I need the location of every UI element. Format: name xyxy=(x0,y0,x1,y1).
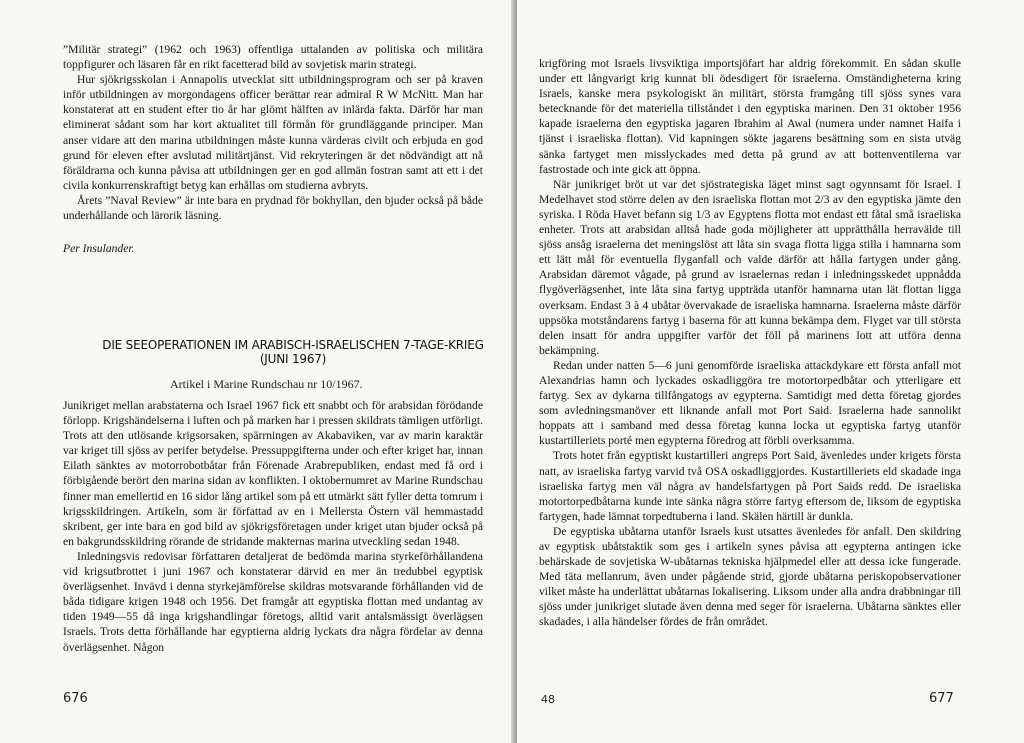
margin-number: 48 xyxy=(541,693,555,706)
article-continuation-column xyxy=(539,56,961,630)
article-paragraph: Redan under natten 5—6 juni genomförde israeliska attackdykare ett första anfall mot Alexandrias hamn och lyckades oskadliggöra tre motortorpedbåtar och ytterligare ett fartyg. Sex av dykarna tillfångatogs av egypterna. Samtidigt med detta företag gjordes som avledningsmanöver ett liknande anfall mot Port Said. Israelerna hade sannolikt hoppats att i samband med dessa företag kunna locka ut egyptiska fartyg utanför kustartilleriets porté men egypterna föredrog att förbli overksamma. xyxy=(539,358,961,448)
page-number-left: 676 xyxy=(63,691,88,706)
article-paragraph: De egyptiska ubåtarna utanför Israels kust utsattes ävenledes för anfall. Den skildring av egyptisk ubåtstaktik som ges i artikeln synes påvisa att egypterna antingen icke behärskade de sovjetiska W-ubåtarnas tekniska hjälpmedel eller att dessa icke fungerade. Med täta mellanrum, även under pågående strid, gjorde ubåtarna periskopobservationer vilket måste ha underlättat ubåtarnas lokalisering. Liksom under alla andra drabbningar till sjöss under junikriget slutade även denna med seger för israelerna. Ubåtarna sänktes eller skadades, i alla händelser fördes de från området. xyxy=(539,524,961,629)
article-source: Artikel i Marine Rundschau nr 10/1967. xyxy=(170,377,363,391)
page-number-right: 677 xyxy=(929,691,954,706)
article-paragraph: Junikriget mellan arabstaterna och Israel 1967 fick ett snabbt och för arabsidan förödande förlopp. Krigshändelserna i luften och på marken har i pressen skildrats tämligen utförligt. Trots att den utlösande krigsorsaken, spärrningen av Akabaviken, var av marin karaktär var kriget till sjöss av perifer betydelse. Pressuppgifterna under och efter kriget har, innan Eilath sänktes av motorrobotbåtar från Förenade Arabrepubliken, endast med få ord i förbigående berört den marina sidan av konflikten. I oktobernumret av Marine Rundschau finner man emellertid en 16 sidor lång artikel som på ett utmärkt sätt fyller detta tomrum i krigsskildringen. Artikeln, som är författad av en i Mellersta Östern väl hemmastadd skribent, ger inte bara en god bild av sjökrigsföretagen under kriget utan bjuder också på en bakgrundsskildring rörande de stridande makternas marina utveckling sedan 1948. xyxy=(63,399,483,548)
author-signature: Per Insulander. xyxy=(63,242,135,256)
article-paragraph: krigföring mot Israels livsviktiga importsjöfart har aldrig förekommit. En sådan skulle under ett långvarigt krig kunnat bli ödesdigert för israelerna. Omständigheterna kring Israels, kanske mera psykologiskt än militärt, största framgång till sjöss synes vara betecknande för det materiella tillståndet i den egyptiska marinen. Den 31 oktober 1956 kapade israelerna den egyptiska jagaren Ibrahim al Awal (numera under namnet Haifa i tjänst i israeliska flottan). Vid kapningen sökte jagarens besättning som en sista utväg sänka fartyget men misslyckades med detta på grund av att bottenventilerna var fastrostade och inte gick att öppna. xyxy=(539,57,961,176)
article-column xyxy=(63,398,483,655)
review-paragraph: Hur sjökrigsskolan i Annapolis utvecklat sitt utbildningsprogram och ser på kraven inför utbildningen av morgondagens officer berättar rear admiral R W McNitt. Man har konstaterat att en student efter tio år har glömt hälften av inlärda fakta. Därför har man eliminerat sådant som har kort aktualitet till förmån för grundläggande principer. Man anser vidare att den marina utbildningen måste kunna värderas civilt och erbjuda en god grund för eleven efter avslutad militärtjänst. Vid rekryteringen är det nödvändigt att nå föräldrarna och kunna påvisa att utbildningen ger en god allmän fostran samt att ett i det civila konkurrenskraftigt betyg kan erhållas om studierna avbryts. xyxy=(63,73,483,192)
right-page xyxy=(517,0,1024,743)
article-heading: DIE SEEOPERATIONEN IM ARABISCH-ISRAELISCHEN 7-TAGE-KRIEG (JUNI 1967) xyxy=(102,338,484,366)
article-paragraph: Inledningsvis redovisar författaren detaljerat de bedömda marina styrkeförhållandena vid krigsutbrottet i juni 1967 och konstaterar därvid en mer än tredubbel egyptisk överlägsenhet. Invävd i denna styrkejämförelse skildras motsvarande förhållanden vid de båda tidigare krigen 1948 och 1956. Det framgår att egyptiska flottan med undantag av tiden 1949—55 då inga krigshandlingar företogs, alltid varit antalsmässigt överlägsen Israels. Trots detta förhållande har egyptierna aldrig lyckats dra några fördelar av denna överlägsenhet. Någon xyxy=(63,549,483,654)
review-column xyxy=(63,42,483,256)
article-paragraph: Trots hotet från egyptiskt kustartilleri angreps Port Said, ävenledes under krigets första natt, av israeliska fartyg varvid två OSA oskadliggjordes. Kustartilleriets eld skadade inga israeliska fartyg men väl några av handelsfartygen på Port Saids redd. De israeliska motortorpedbåtarna kunde inte sänka några större fartyg eftersom de, liksom de egyptiska fartygen, hade lämnat torpedtuberna i land. Skälen härtill är dunkla. xyxy=(539,449,961,523)
article-paragraph: När junikriget bröt ut var det sjöstrategiska läget minst sagt ogynnsamt för Israel. I Medelhavet stod större delen av den israeliska flottan mot 2/3 av den egyptiska jämte den syriska. I Röda Havet befann sig 1/3 av Egyptens flotta mot endast ett fåtal små israeliska enheter. Trots att arabsidan alltså hade goda möjligheter att upprätthålla herravälde till sjöss ansåg israelerna det meningslöst att låta sin svaga flotta ligga stilla i hamnarna som ett lätt mål för eventuella flyganfall och valde därför att hålla fartygen under gång. Arabsidan däremot vågade, på grund av israelernas redan i inledningsskedet uppnådda flygöverlägsenhet, inte låta sina fartyg uppträda utanför hamnarna utan lät flottan ligga overksam. Endast 3 à 4 ubåtar övervakade de israeliska hamnarna. Israelerna måste därför uppsöka motståndarens fartyg i baserna för att kunna bekämpa dem. Flyget var till största delen insatt för andra uppgifter varför det föll på marinens lott att utföra denna bekämpning. xyxy=(539,177,961,357)
review-paragraph: Årets ”Naval Review” är inte bara en prydnad för bokhyllan, den bjuder också på både underhållande och lärorik läsning. xyxy=(63,193,483,223)
review-paragraph: ”Militär strategi” (1962 och 1963) offentliga uttalanden av politiska och militära toppfigurer och läsaren får en rikt facetterad bild av sovjetisk marin strategi. xyxy=(63,43,483,72)
